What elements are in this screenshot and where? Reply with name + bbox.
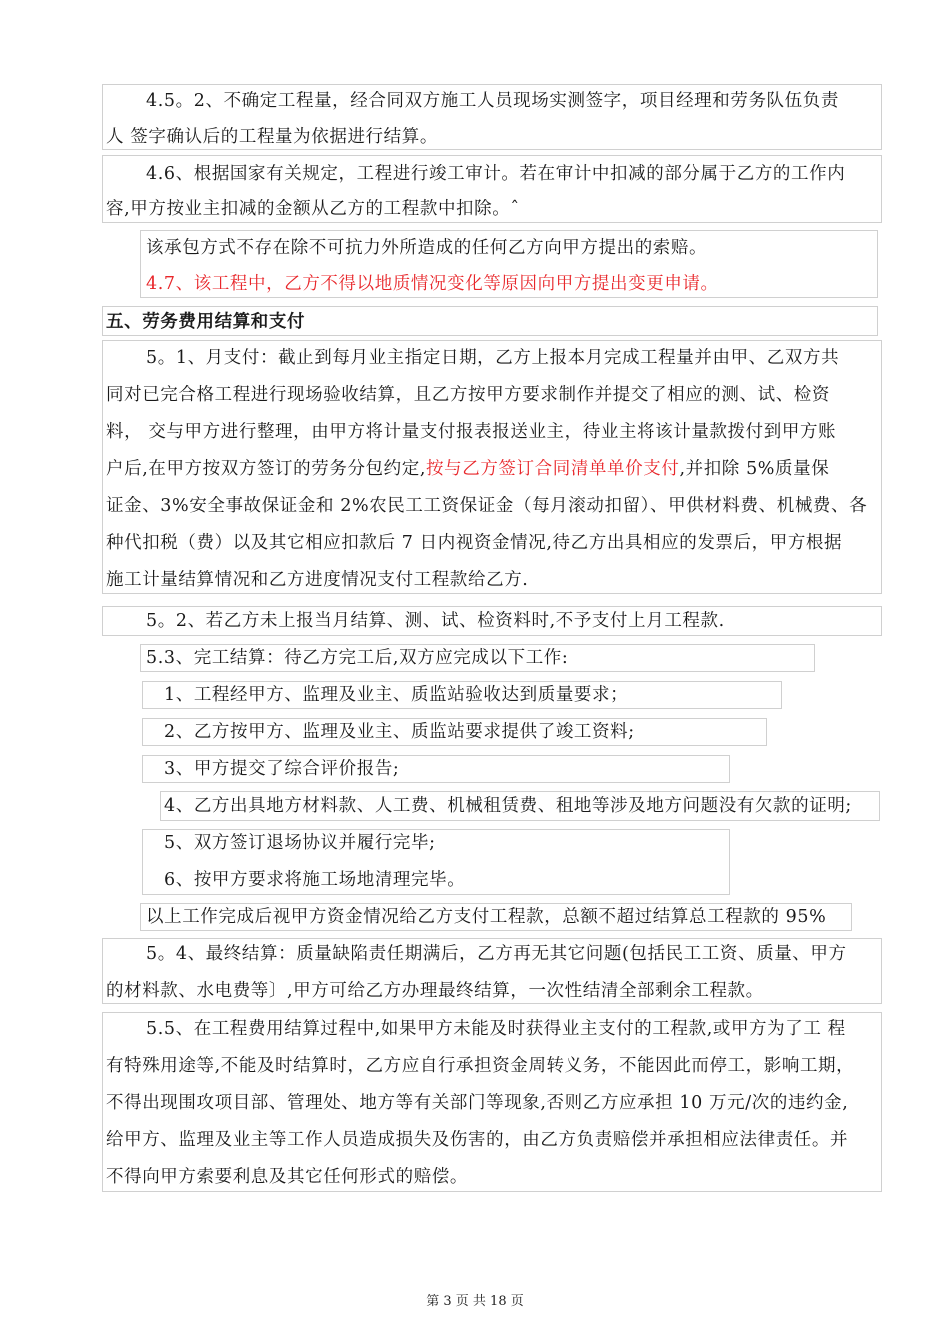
para-4-6-line2: 容,甲方按业主扣减的金额从乙方的工程款中扣除。ˆ [106,199,520,219]
para-95pct: 以上工作完成后视甲方资金情况给乙方支付工程款，总额不超过结算总工程款的 95% [146,907,827,927]
para-5-1-line6: 种代扣税（费）以及其它相应扣款后 7 日内视资金情况,待乙方出具相应的发票后，甲方根据 [106,533,843,553]
para-5-4-line2: 的材料款、水电费等〕,甲方可给乙方办理最终结算，一次性结清全部剩余工程款。 [106,981,764,1001]
para-5-1-line7: 施工计量结算情况和乙方进度情况支付工程款给乙方. [106,570,529,590]
list-item-6: 6、按甲方要求将施工场地清理完毕。 [164,870,466,890]
para-4-7-highlight: 4.7、该工程中，乙方不得以地质情况变化等原因向甲方提出变更申请。 [146,274,719,294]
para-5-1-line4-part1: 户后,在甲方按双方签订的劳务分包约定, [106,459,427,479]
para-5-2: 5。2、若乙方未上报当月结算、测、试、检资料时,不予支付上月工程款. [146,611,725,631]
para-5-1-line4-highlight: 按与乙方签订合同清单单价支付 [426,459,680,479]
list-item-1: 1、工程经甲方、监理及业主、质监站验收达到质量要求； [164,685,629,705]
para-5-1-line4-part3: ,并扣除 5%质量保 [679,459,830,479]
para-5-5-line4: 给甲方、监理及业主等工作人员造成损失及伤害的，由乙方负责赔偿并承担相应法律责任。并 [106,1130,849,1150]
list-item-2: 2、乙方按甲方、监理及业主、质监站要求提供了竣工资料; [164,722,635,742]
para-5-1-line1: 5。1、月支付：截止到每月业主指定日期，乙方上报本月完成工程量并由甲、乙双方共 [146,348,840,368]
page-footer: 第 3 页 共 18 页 [426,1294,524,1309]
para-5-5-line5: 不得向甲方索要利息及其它任何形式的赔偿。 [106,1167,468,1187]
para-claims: 该承包方式不存在除不可抗力外所造成的任何乙方向甲方提出的索赔。 [146,238,708,258]
para-5-5-line2: 有特殊用途等,不能及时结算时，乙方应自行承担资金周转义务，不能因此而停工，影响工期， [106,1056,855,1076]
list-item-5: 5、双方签订退场协议并履行完毕; [164,833,436,853]
para-5-5-line1: 5.5、在工程费用结算过程中,如果甲方未能及时获得业主支付的工程款,或甲方为了工 程 [146,1019,846,1039]
para-5-1-line3: 料， 交与甲方进行整理，由甲方将计量支付报表报送业主，待业主将该计量款拨付到甲方账 [106,422,837,442]
list-item-4: 4、乙方出具地方材料款、人工费、机械租赁费、租地等涉及地方问题没有欠款的证明; [164,796,852,816]
para-5-1-line4 [106,457,829,481]
para-5-4-line1: 5。4、最终结算：质量缺陷责任期满后，乙方再无其它问题(包括民工工资、质量、甲方 [146,944,847,964]
para-5-1-line2: 同对已完合格工程进行现场验收结算，且乙方按甲方要求制作并提交了相应的测、试、检资 [106,385,830,405]
para-4-5-line1: 4.5。2、不确定工程量，经合同双方施工人员现场实测签字，项目经理和劳务队伍负责 [146,91,839,111]
para-4-6-line1: 4.6、根据国家有关规定，工程进行竣工审计。若在审计中扣减的部分属于乙方的工作内 [146,164,846,184]
section-5-heading: 五、劳务费用结算和支付 [106,312,306,332]
para-5-1-line5: 证金、3%安全事故保证金和 2%农民工工资保证金（每月滚动扣留）、甲供材料费、机械费、各 [106,496,868,516]
para-5-5-line3: 不得出现围攻项目部、管理处、地方等有关部门等现象,否则乙方应承担 10 万元/次的违约金, [106,1093,849,1113]
para-4-5-line2: 人 签字确认后的工程量为依据进行结算。 [106,127,438,147]
para-5-3: 5.3、完工结算：待乙方完工后,双方应完成以下工作: [146,648,569,668]
list-item-3: 3、甲方提交了综合评价报告; [164,759,400,779]
